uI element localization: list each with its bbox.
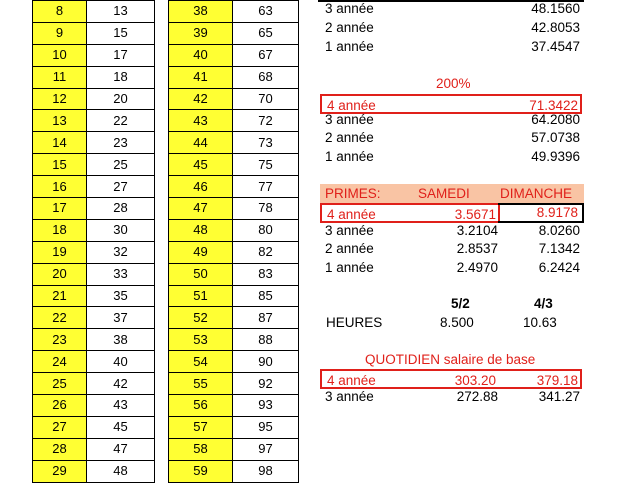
dimanche-value: 8.9178 bbox=[536, 205, 578, 220]
primes-row-2 bbox=[320, 239, 582, 259]
value-cell: 27 bbox=[87, 176, 155, 198]
table-row bbox=[169, 44, 299, 66]
table-row bbox=[169, 460, 299, 482]
table-row bbox=[169, 66, 299, 88]
top-rate-row-2 bbox=[320, 18, 582, 38]
table-row bbox=[169, 263, 299, 285]
value-cell: 80 bbox=[233, 219, 299, 241]
index-cell: 10 bbox=[33, 44, 87, 66]
value-cell: 28 bbox=[87, 198, 155, 220]
value-cell: 92 bbox=[233, 373, 299, 395]
value-cell: 35 bbox=[87, 285, 155, 307]
index-cell: 48 bbox=[169, 219, 233, 241]
rate-label: 2 année bbox=[325, 20, 374, 35]
table-row bbox=[33, 395, 155, 417]
table-row bbox=[169, 373, 299, 395]
pct200-heading: 200% bbox=[436, 76, 471, 91]
table-row bbox=[169, 241, 299, 263]
rate-label: 2 année bbox=[325, 241, 374, 256]
index-cell: 15 bbox=[33, 154, 87, 176]
rate-value: 57.0738 bbox=[531, 130, 580, 145]
value-cell: 32 bbox=[87, 241, 155, 263]
rate-value: 64.2080 bbox=[531, 112, 580, 127]
rate-label: 2 année bbox=[325, 130, 374, 145]
index-cell: 29 bbox=[33, 460, 87, 482]
table-row bbox=[33, 285, 155, 307]
rate-label: 1 année bbox=[325, 260, 374, 275]
value-cell: 45 bbox=[87, 416, 155, 438]
table-row bbox=[33, 438, 155, 460]
table-row bbox=[169, 154, 299, 176]
rate-label: 3 année bbox=[325, 389, 374, 404]
top-rate-row-1 bbox=[320, 37, 582, 57]
value-cell: 33 bbox=[87, 263, 155, 285]
index-cell: 27 bbox=[33, 416, 87, 438]
value-cell: 43 bbox=[87, 395, 155, 417]
index-cell: 11 bbox=[33, 66, 87, 88]
quotidien-row-4 bbox=[320, 369, 582, 389]
dimanche-value: 379.18 bbox=[536, 373, 578, 388]
rate-value: 49.9396 bbox=[531, 149, 580, 164]
value-cell: 13 bbox=[87, 1, 155, 23]
value-cell: 47 bbox=[87, 438, 155, 460]
heures-value-2: 10.63 bbox=[523, 315, 557, 330]
index-cell: 26 bbox=[33, 395, 87, 417]
primes-row-4 bbox=[320, 203, 500, 223]
index-cell: 23 bbox=[33, 329, 87, 351]
index-cell: 14 bbox=[33, 132, 87, 154]
samedi-value: 3.2104 bbox=[456, 223, 498, 238]
index-cell: 38 bbox=[169, 1, 233, 23]
table-row bbox=[33, 373, 155, 395]
index-cell: 25 bbox=[33, 373, 87, 395]
value-cell: 17 bbox=[87, 44, 155, 66]
index-cell: 12 bbox=[33, 88, 87, 110]
index-cell: 13 bbox=[33, 110, 87, 132]
left-number-table bbox=[32, 0, 155, 483]
index-cell: 46 bbox=[169, 176, 233, 198]
value-cell: 97 bbox=[233, 438, 299, 460]
rate-value: 42.8053 bbox=[531, 20, 580, 35]
table-row bbox=[169, 329, 299, 351]
heures-fraction-1: 5/2 bbox=[451, 296, 470, 311]
value-cell: 73 bbox=[233, 132, 299, 154]
table-row bbox=[33, 351, 155, 373]
samedi-value: 303.20 bbox=[454, 373, 496, 388]
index-cell: 47 bbox=[169, 198, 233, 220]
value-cell: 83 bbox=[233, 263, 299, 285]
samedi-value: 3.5671 bbox=[454, 207, 496, 222]
table-row bbox=[169, 110, 299, 132]
index-cell: 52 bbox=[169, 307, 233, 329]
table-row bbox=[169, 176, 299, 198]
value-cell: 48 bbox=[87, 460, 155, 482]
value-cell: 93 bbox=[233, 395, 299, 417]
dimanche-value: 341.27 bbox=[538, 389, 580, 404]
rate-label: 1 année bbox=[325, 149, 374, 164]
rate-value: 48.1560 bbox=[531, 1, 580, 16]
index-cell: 19 bbox=[33, 241, 87, 263]
dimanche-value: 6.2424 bbox=[538, 260, 580, 275]
index-cell: 17 bbox=[33, 198, 87, 220]
index-cell: 28 bbox=[33, 438, 87, 460]
dimanche-box bbox=[498, 203, 584, 223]
value-cell: 40 bbox=[87, 351, 155, 373]
middle-number-table bbox=[168, 0, 299, 483]
dimanche-header: DIMANCHE bbox=[500, 186, 573, 201]
table-row bbox=[33, 1, 155, 23]
table-row bbox=[169, 351, 299, 373]
index-cell: 40 bbox=[169, 44, 233, 66]
table-row bbox=[33, 22, 155, 44]
rate-label: 4 année bbox=[327, 373, 376, 388]
rate-value: 37.4547 bbox=[531, 39, 580, 54]
value-cell: 25 bbox=[87, 154, 155, 176]
table-row bbox=[169, 219, 299, 241]
index-cell: 49 bbox=[169, 241, 233, 263]
rate-label: 4 année bbox=[327, 207, 376, 222]
table-row bbox=[33, 263, 155, 285]
table-row bbox=[33, 132, 155, 154]
samedi-value: 2.8537 bbox=[456, 241, 498, 256]
top-rate-row-3 bbox=[320, 0, 582, 19]
index-cell: 54 bbox=[169, 351, 233, 373]
primes-header bbox=[320, 184, 584, 204]
table-row bbox=[169, 22, 299, 44]
table-row bbox=[169, 395, 299, 417]
value-cell: 67 bbox=[233, 44, 299, 66]
index-cell: 42 bbox=[169, 88, 233, 110]
index-cell: 9 bbox=[33, 22, 87, 44]
value-cell: 22 bbox=[87, 110, 155, 132]
value-cell: 72 bbox=[233, 110, 299, 132]
index-cell: 55 bbox=[169, 373, 233, 395]
table-row bbox=[33, 307, 155, 329]
index-cell: 39 bbox=[169, 22, 233, 44]
rate-label: 4 année bbox=[327, 98, 376, 113]
quotidien-heading: QUOTIDIEN salaire de base bbox=[365, 352, 536, 367]
table-row bbox=[33, 329, 155, 351]
value-cell: 18 bbox=[87, 66, 155, 88]
table-row bbox=[33, 88, 155, 110]
rate-value: 71.3422 bbox=[529, 98, 578, 113]
value-cell: 42 bbox=[87, 373, 155, 395]
rate-label: 1 année bbox=[325, 39, 374, 54]
value-cell: 15 bbox=[87, 22, 155, 44]
samedi-value: 272.88 bbox=[456, 389, 498, 404]
heures-value-1: 8.500 bbox=[440, 315, 474, 330]
value-cell: 68 bbox=[233, 66, 299, 88]
value-cell: 95 bbox=[233, 416, 299, 438]
index-cell: 44 bbox=[169, 132, 233, 154]
value-cell: 77 bbox=[233, 176, 299, 198]
quotidien-row-3 bbox=[320, 387, 582, 407]
value-cell: 82 bbox=[233, 241, 299, 263]
index-cell: 43 bbox=[169, 110, 233, 132]
index-cell: 51 bbox=[169, 285, 233, 307]
index-cell: 41 bbox=[169, 66, 233, 88]
table-row bbox=[169, 285, 299, 307]
value-cell: 87 bbox=[233, 307, 299, 329]
value-cell: 20 bbox=[87, 88, 155, 110]
primes-label: PRIMES: bbox=[325, 186, 381, 201]
value-cell: 30 bbox=[87, 219, 155, 241]
table-row bbox=[33, 66, 155, 88]
samedi-value: 2.4970 bbox=[456, 260, 498, 275]
index-cell: 22 bbox=[33, 307, 87, 329]
table-row bbox=[33, 44, 155, 66]
value-cell: 88 bbox=[233, 329, 299, 351]
value-cell: 23 bbox=[87, 132, 155, 154]
value-cell: 70 bbox=[233, 88, 299, 110]
table-row bbox=[33, 241, 155, 263]
dimanche-value: 8.0260 bbox=[538, 223, 580, 238]
index-cell: 58 bbox=[169, 438, 233, 460]
pct200-row-3 bbox=[320, 110, 582, 130]
index-cell: 50 bbox=[169, 263, 233, 285]
heures-label: HEURES bbox=[326, 315, 383, 330]
value-cell: 98 bbox=[233, 460, 299, 482]
index-cell: 18 bbox=[33, 219, 87, 241]
index-cell: 53 bbox=[169, 329, 233, 351]
value-cell: 90 bbox=[233, 351, 299, 373]
rate-label: 3 année bbox=[325, 1, 374, 16]
table-row bbox=[33, 176, 155, 198]
pct200-row-2 bbox=[320, 128, 582, 148]
table-row bbox=[33, 198, 155, 220]
table-row bbox=[169, 416, 299, 438]
primes-row-3 bbox=[320, 221, 582, 241]
value-cell: 38 bbox=[87, 329, 155, 351]
table-row bbox=[169, 88, 299, 110]
table-row bbox=[169, 307, 299, 329]
table-row bbox=[33, 219, 155, 241]
table-row bbox=[169, 438, 299, 460]
value-cell: 37 bbox=[87, 307, 155, 329]
index-cell: 24 bbox=[33, 351, 87, 373]
index-cell: 56 bbox=[169, 395, 233, 417]
pct200-row-1 bbox=[320, 147, 582, 167]
table-row bbox=[33, 154, 155, 176]
dimanche-value: 7.1342 bbox=[538, 241, 580, 256]
table-row bbox=[33, 110, 155, 132]
table-row bbox=[33, 460, 155, 482]
index-cell: 21 bbox=[33, 285, 87, 307]
table-row bbox=[33, 416, 155, 438]
table-row bbox=[169, 132, 299, 154]
index-cell: 59 bbox=[169, 460, 233, 482]
rate-label: 3 année bbox=[325, 112, 374, 127]
index-cell: 16 bbox=[33, 176, 87, 198]
index-cell: 45 bbox=[169, 154, 233, 176]
value-cell: 65 bbox=[233, 22, 299, 44]
value-cell: 75 bbox=[233, 154, 299, 176]
value-cell: 78 bbox=[233, 198, 299, 220]
value-cell: 63 bbox=[233, 1, 299, 23]
value-cell: 85 bbox=[233, 285, 299, 307]
index-cell: 57 bbox=[169, 416, 233, 438]
heures-fraction-2: 4/3 bbox=[534, 296, 553, 311]
table-row bbox=[169, 198, 299, 220]
table-row bbox=[169, 1, 299, 23]
index-cell: 8 bbox=[33, 1, 87, 23]
rate-label: 3 année bbox=[325, 223, 374, 238]
primes-row-1 bbox=[320, 258, 582, 278]
samedi-header: SAMEDI bbox=[418, 186, 470, 201]
index-cell: 20 bbox=[33, 263, 87, 285]
